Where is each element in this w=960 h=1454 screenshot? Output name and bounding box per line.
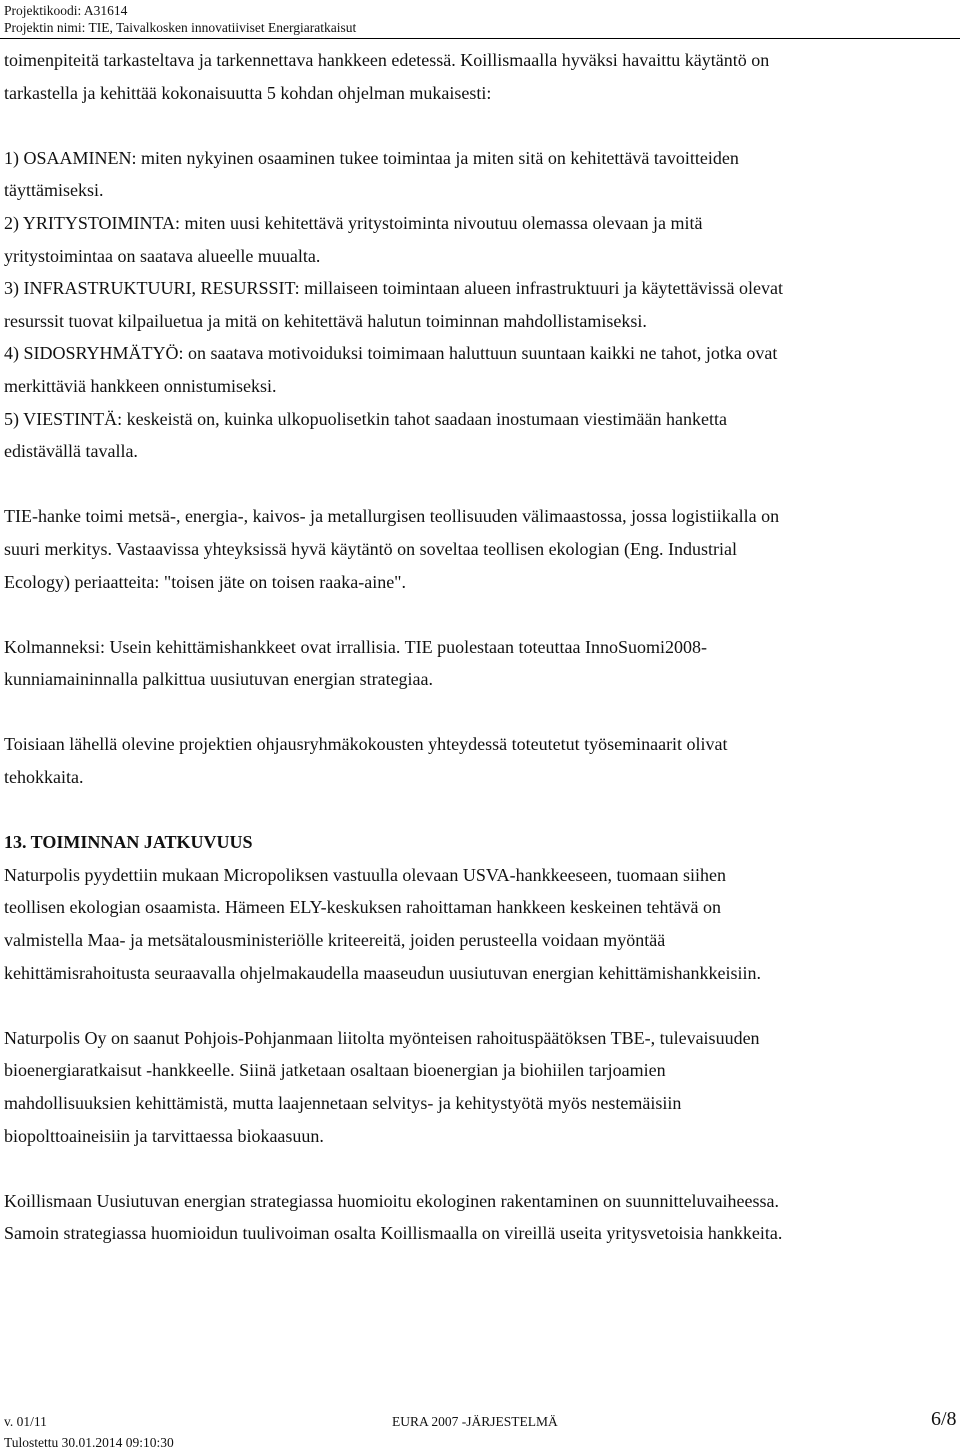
page-number: 6/8 <box>931 1408 957 1430</box>
paragraph-line: kunniamaininnalla palkittua uusiutuvan energian strategiaa. <box>4 669 434 690</box>
print-timestamp: Tulostettu 30.01.2014 09:10:30 <box>4 1435 174 1450</box>
paragraph-line: Toisiaan lähellä olevine projektien ohjausryhmäkokousten yhteydessä toteutetut työseminaarit olivat <box>4 734 728 755</box>
list-item-line: merkittäviä hankkeen onnistumiseksi. <box>4 375 277 396</box>
paragraph-line: TIE-hanke toimi metsä-, energia-, kaivos- ja metallurgisen teollisuuden välimaastossa, jossa logistiikalla on <box>4 506 780 527</box>
list-item-line: 5) VIESTINTÄ: keskeistä on, kuinka ulkopuolisetkin tahot saadaan inostumaan viestimään hanketta <box>4 408 728 429</box>
version-label: v. 01/11 <box>4 1414 47 1429</box>
page-footer <box>0 1408 960 1454</box>
project-name: Projektin nimi: TIE, Taivalkosken innovatiiviset Energiaratkaisut <box>4 20 357 35</box>
list-item-line: yritystoimintaa on saatava alueelle muualta. <box>4 245 321 266</box>
paragraph-line: Ecology) periaatteita: "toisen jäte on toisen raaka-aine". <box>4 571 407 592</box>
paragraph-line: valmistella Maa- ja metsätalousministeriölle kriteereitä, joiden perusteella voidaan myöntää <box>4 930 666 951</box>
paragraph-line: Naturpolis Oy on saanut Pohjois-Pohjanmaan liitolta myönteisen rahoituspäätöksen TBE-, tulevaisuuden <box>4 1027 760 1048</box>
paragraph-line: teollisen ekologian osaamista. Hämeen ELY-keskuksen rahoittaman hankkeen keskeinen tehtävä on <box>4 897 721 918</box>
paragraph-line: mahdollisuuksien kehittämistä, mutta laajennetaan selvitys- ja kehitystyötä myös nestemäisiin <box>4 1093 682 1113</box>
paragraph-line: Samoin strategiassa huomioidun tuulivoiman osalta Koillismaalla on vireillä useita yritysvetoisia hankkeita. <box>4 1223 783 1244</box>
header-divider <box>0 38 960 39</box>
section-heading: 13. TOIMINNAN JATKUVUUS <box>4 832 253 853</box>
paragraph-line: biopolttoaineisiin ja tarvittaessa biokaasuun. <box>4 1125 324 1146</box>
page-header <box>4 2 356 36</box>
paragraph-line: toimenpiteitä tarkasteltava ja tarkennettava hankkeen edetessä. Koillismaalla hyväksi havaittu käytäntö on <box>4 50 770 70</box>
list-item-line: 4) SIDOSRYHMÄTYÖ: on saatava motivoiduksi toimimaan haluttuun suuntaan kaikki ne tahot, jotka ovat <box>4 343 778 364</box>
paragraph-line: kehittämisrahoitusta seuraavalla ohjelmakaudella maaseudun uusiutuvan energian kehittämishankkeisiin. <box>4 962 761 983</box>
paragraph-line: Kolmanneksi: Usein kehittämishankkeet ovat irrallisia. TIE puolestaan toteuttaa InnoSuomi2008- <box>4 636 708 657</box>
paragraph-line: Koillismaan Uusiutuvan energian strategiassa huomioitu ekologinen rakentaminen on suunnitteluvaiheessa. <box>4 1190 779 1211</box>
list-item-line: edistävällä tavalla. <box>4 441 138 462</box>
paragraph-line: bioenergiaratkaisut -hankkeelle. Siinä jatketaan osaltaan bioenergian ja biohiilen tarjoamien <box>4 1060 666 1081</box>
paragraph-line: Naturpolis pyydettiin mukaan Micropoliksen vastuulla olevaan USVA-hankkeeseen, tuomaan siihen <box>4 864 727 885</box>
paragraph-line: tarkastella ja kehittää kokonaisuutta 5 kohdan ohjelman mukaisesti: <box>4 82 492 103</box>
paragraph-line: suuri merkitys. Vastaavissa yhteyksissä hyvä käytäntö on soveltaa teollisen ekologian (Eng. Industrial <box>4 538 738 559</box>
list-item-line: 1) OSAAMINEN: miten nykyinen osaaminen tukee toimintaa ja miten sitä on kehitettävä tavoitteiden <box>4 147 739 168</box>
paragraph-line: tehokkaita. <box>4 767 84 788</box>
list-item-line: 3) INFRASTRUKTUURI, RESURSSIT: millaiseen toimintaan alueen infrastruktuuri ja käytettävissä olevat <box>4 278 783 299</box>
list-item-line: täyttämiseksi. <box>4 180 104 201</box>
document-body <box>4 44 956 1250</box>
list-item-line: 2) YRITYSTOIMINTA: miten uusi kehitettävä yritystoiminta nivoutuu olemassa olevaan ja mitä <box>4 212 703 233</box>
project-code: Projektikoodi: A31614 <box>4 3 128 18</box>
system-name: EURA 2007 -JÄRJESTELMÄ <box>392 1414 558 1429</box>
list-item-line: resurssit tuovat kilpailuetua ja mitä on kehitettävä halutun toiminnan mahdollistamiseksi. <box>4 310 647 331</box>
